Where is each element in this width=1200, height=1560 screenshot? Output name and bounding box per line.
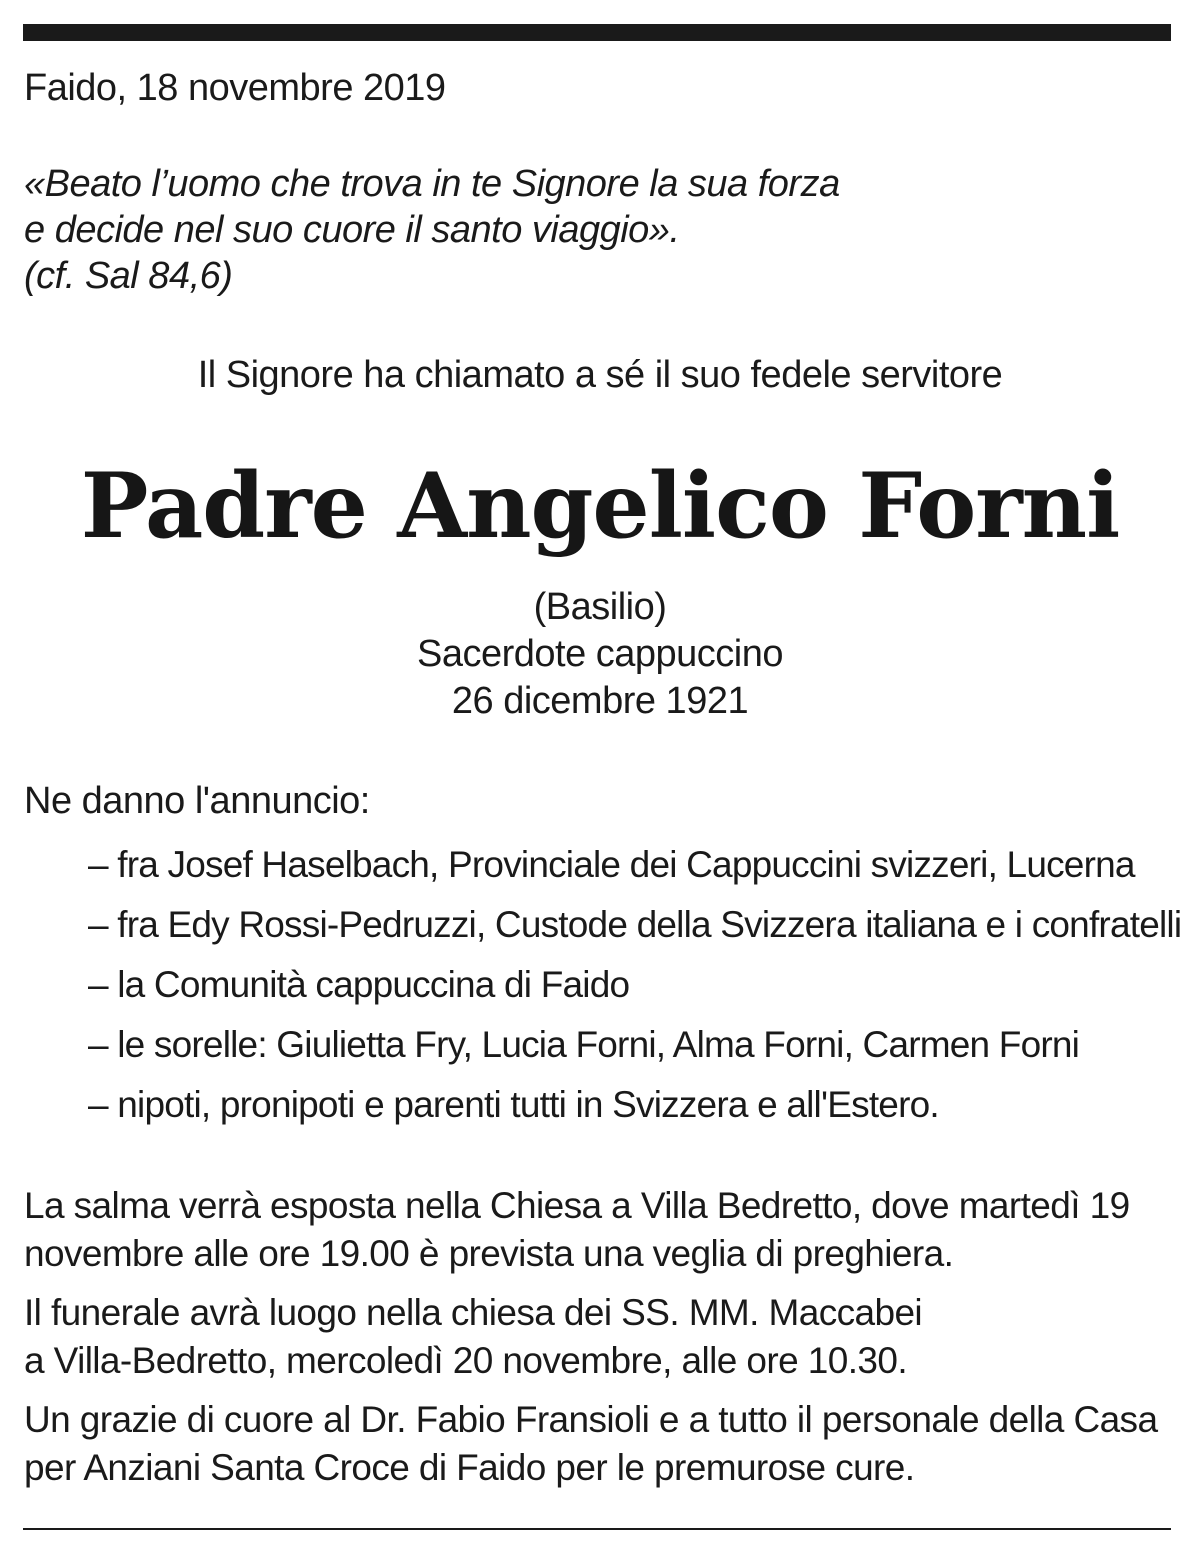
list-item: – le sorelle: Giulietta Fry, Lucia Forni, Alma Forni, Carmen Forni [88,1024,1080,1065]
list-item: – fra Josef Haselbach, Provinciale dei Cappuccini svizzeri, Lucerna [88,844,1135,885]
quote-citation: (cf. Sal 84,6) [24,255,233,297]
list-item: – la Comunità cappuccina di Faido [88,964,630,1005]
funeral-paragraph [24,1289,1174,1385]
bottom-divider [23,1528,1171,1530]
deceased-name: Padre Angelico Forni [80,453,1120,559]
deceased-alias: (Basilio) [533,586,667,628]
top-divider [23,24,1171,41]
deceased-birth-date: 26 dicembre 1921 [451,680,749,722]
deceased-details [0,584,1200,725]
viewing-paragraph [24,1182,1174,1278]
place-date: Faido, 18 novembre 2019 [24,67,446,109]
thanks-paragraph [24,1396,1174,1492]
paragraph-line: Un grazie di cuore al Dr. Fabio Fransioli e a tutto il personale della Casa [24,1399,1158,1440]
paragraph-line: novembre alle ore 19.00 è prevista una veglia di preghiera. [24,1233,954,1274]
list-item: – nipoti, pronipoti e parenti tutti in Svizzera e all'Estero. [88,1084,939,1125]
paragraph-line: a Villa-Bedretto, mercoledì 20 novembre, alle ore 10.30. [24,1340,908,1381]
bible-quote [24,161,840,299]
funeral-details [24,1182,1174,1503]
announcement-label: Ne danno l'annuncio: [24,780,370,822]
quote-line: «Beato l’uomo che trova in te Signore la sua forza [24,163,840,205]
paragraph-line: La salma verrà esposta nella Chiesa a Villa Bedretto, dove martedì 19 [24,1185,1130,1226]
deceased-role: Sacerdote cappuccino [416,633,784,675]
paragraph-line: per Anziani Santa Croce di Faido per le premurose cure. [24,1447,915,1488]
quote-line: e decide nel suo cuore il santo viaggio». [24,209,680,251]
intro-line: Il Signore ha chiamato a sé il suo fedele servitore [197,354,1003,396]
paragraph-line: Il funerale avrà luogo nella chiesa dei SS. MM. Maccabei [24,1292,923,1333]
announcer-list [88,835,1181,1135]
list-item: – fra Edy Rossi-Pedruzzi, Custode della Svizzera italiana e i confratelli [88,904,1182,945]
